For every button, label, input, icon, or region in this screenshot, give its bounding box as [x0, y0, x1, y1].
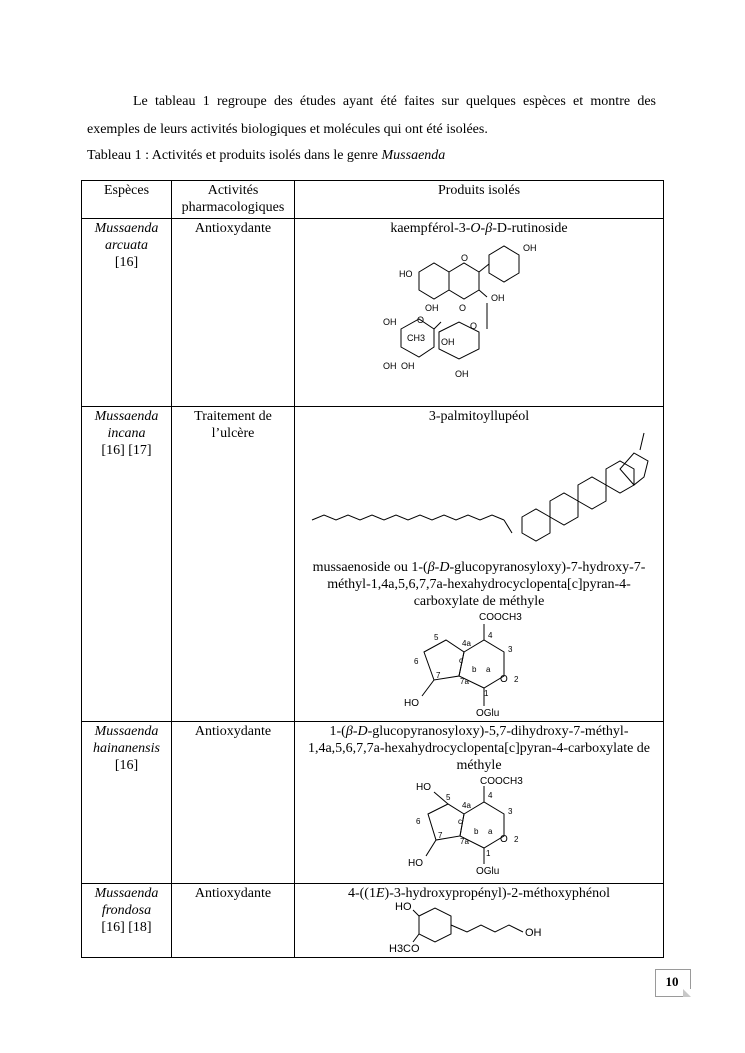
product-cell	[295, 219, 664, 407]
mussaenoside-structure	[404, 610, 554, 720]
header-products: Produits isolés	[295, 181, 664, 219]
label-3: 3	[508, 807, 513, 816]
table-row	[82, 219, 664, 407]
label-ho: HO	[395, 902, 412, 913]
activity-cell: Antioxydante	[172, 722, 295, 884]
species-name: Mussaenda frondosa	[94, 886, 159, 918]
label-oglu: OGlu	[476, 866, 500, 877]
label-o: O	[500, 674, 508, 685]
label-6: 6	[416, 817, 421, 826]
label-c: c	[458, 817, 462, 826]
header-species: Espèces	[82, 181, 172, 219]
table-header-row	[82, 181, 664, 219]
table-caption	[87, 148, 445, 164]
label-3: 3	[508, 645, 513, 654]
label-o-glyc: OH	[491, 293, 505, 303]
species-name: Mussaenda arcuata	[94, 221, 159, 253]
label-oh-5: OH	[425, 303, 439, 313]
label-oh-r1: OH	[383, 317, 397, 327]
label-4a: 4a	[462, 801, 471, 810]
table-row	[82, 407, 664, 722]
page-curl-corner	[683, 989, 691, 997]
table-row	[82, 884, 664, 958]
label-oh-r2: OH	[383, 361, 397, 371]
label-ho-7: HO	[408, 858, 423, 869]
species-refs: [16] [18]	[101, 920, 152, 935]
label-ho-5: HO	[416, 782, 431, 793]
label-5: 5	[434, 633, 439, 642]
intro-paragraph	[87, 88, 656, 144]
label-5: 5	[446, 793, 451, 802]
label-7a: 7a	[460, 677, 469, 686]
label-o: O	[500, 834, 508, 845]
label-a: a	[488, 827, 493, 836]
species-cell	[82, 722, 172, 884]
product-name: kaempférol-3-O-β-D-rutinoside	[390, 221, 568, 236]
palmitoyllupeol-structure	[304, 425, 654, 553]
label-oh-g1: OH	[441, 337, 455, 347]
activity-cell: Antioxydante	[172, 219, 295, 407]
label-1: 1	[484, 689, 489, 698]
label-b: b	[474, 827, 479, 836]
species-refs: [16]	[114, 255, 139, 270]
species-cell	[82, 407, 172, 722]
label-7: 7	[438, 831, 443, 840]
product-name: 4-((1E)-3-hydroxypropényl)-2-méthoxyphénol	[347, 886, 611, 901]
label-1: 1	[486, 849, 491, 858]
dihydroxy-iridoid-structure	[404, 774, 554, 878]
label-c: c	[459, 656, 463, 665]
species-refs: [16] [17]	[101, 443, 152, 458]
label-oh-r3: OH	[401, 361, 415, 371]
product-name: 1-(β-D-glucopyranosyloxy)-5,7-dihydroxy-7-méthyl-1,4a,5,6,7,7a-hexahydrocyclopenta[c]pyran-4-carboxylate de méthyle	[307, 724, 651, 773]
label-7: 7	[436, 671, 441, 680]
caption-prefix: Tableau 1 : Activités et produits isolés dans le genre	[87, 148, 382, 163]
label-b: b	[472, 665, 477, 674]
label-ho: HO	[404, 698, 419, 709]
label-o-ring: O	[461, 253, 469, 263]
label-cooch3: COOCH3	[479, 612, 522, 623]
label-oglu: OGlu	[476, 708, 500, 719]
label-cooch3: COOCH3	[480, 776, 523, 787]
page-number: 10	[665, 974, 679, 989]
product-cell	[295, 884, 664, 958]
label-2: 2	[514, 675, 519, 684]
label-4a: 4a	[462, 639, 471, 648]
label-4: 4	[488, 631, 493, 640]
product-name-2: mussaenoside ou 1-(β-D-glucopyranosyloxy)-7-hydroxy-7-méthyl-1,4a,5,6,7,7a-hexahydrocyclopenta[c]pyran-4-carboxylate de méthyle	[312, 560, 646, 609]
activity-cell: Antioxydante	[172, 884, 295, 958]
label-oh-b: OH	[523, 243, 537, 253]
intro-text: Le tableau 1 regroupe des études ayant été faites sur quelques espèces et montre des exemples de leurs activités biologiques et molécules qui ont été isolées.	[87, 94, 656, 137]
label-a: a	[486, 665, 491, 674]
species-cell	[82, 219, 172, 407]
methoxyphenol-structure	[389, 902, 569, 956]
label-4: 4	[488, 791, 493, 800]
label-o-keto: O	[459, 303, 467, 313]
label-h3co: H3CO	[389, 943, 420, 955]
label-ch3: CH3	[407, 333, 426, 343]
species-name: Mussaenda incana	[94, 409, 159, 441]
header-activities: Activités pharmacologiques	[172, 181, 295, 219]
page-number-badge	[655, 969, 691, 997]
kaempferol-rutinoside-structure	[379, 237, 579, 387]
product-name: 3-palmitoyllupéol	[428, 409, 530, 424]
label-2: 2	[514, 835, 519, 844]
product-cell	[295, 407, 664, 722]
activities-table	[81, 180, 664, 958]
label-ho-a: HO	[399, 269, 413, 279]
species-name: Mussaenda hainanensis	[93, 724, 160, 756]
label-o-rha: O	[417, 315, 425, 325]
species-refs: [16]	[114, 758, 139, 773]
product-cell	[295, 722, 664, 884]
label-o-glc: O	[470, 321, 478, 331]
table-row	[82, 722, 664, 884]
activity-cell: Traitement de l’ulcère	[172, 407, 295, 722]
label-oh-g2: OH	[455, 369, 469, 379]
label-6: 6	[414, 657, 419, 666]
label-7a: 7a	[460, 837, 469, 846]
caption-genus: Mussaenda	[381, 148, 446, 163]
label-oh: OH	[525, 927, 542, 939]
species-cell	[82, 884, 172, 958]
